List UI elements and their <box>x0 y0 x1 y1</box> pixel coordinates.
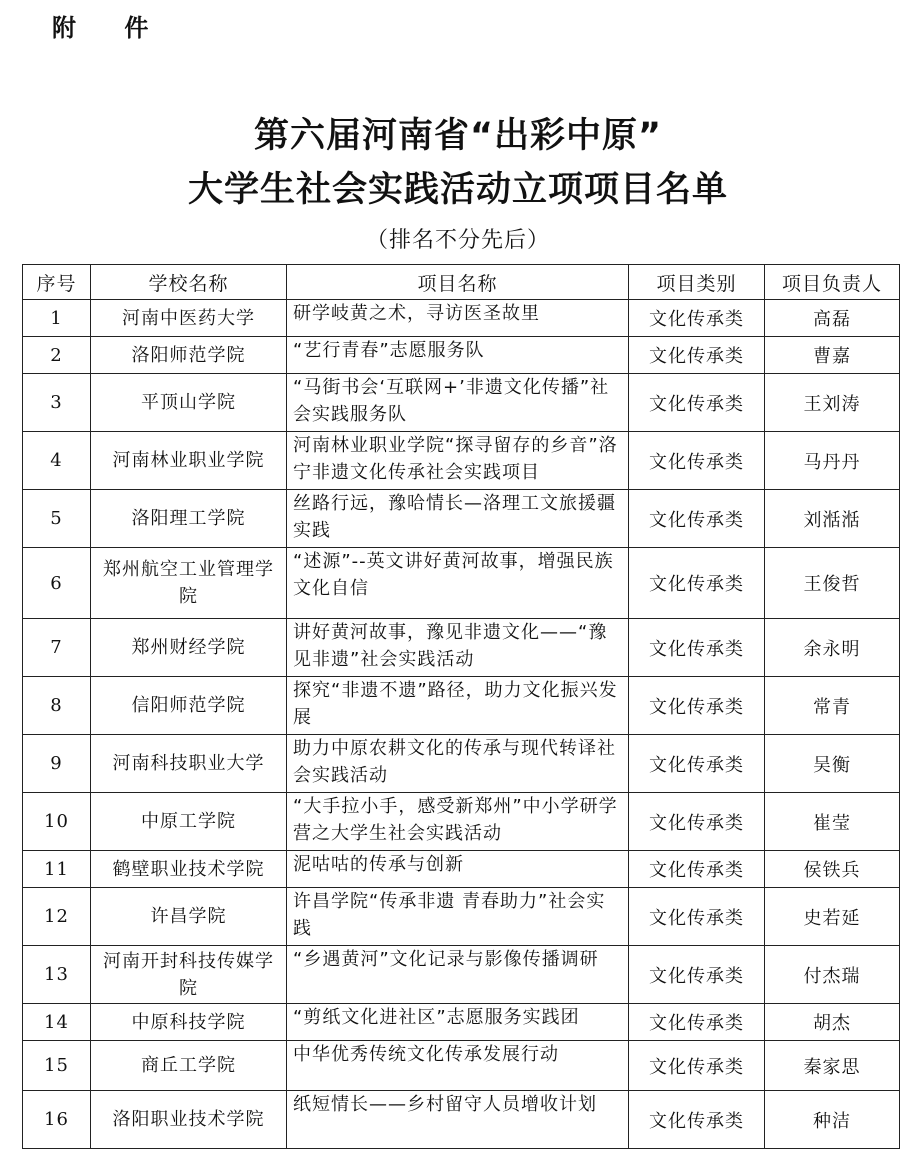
cell-category: 文化传承类 <box>629 677 765 735</box>
cell-no: 12 <box>23 888 91 946</box>
cell-school: 鹤壁职业技术学院 <box>91 851 287 888</box>
cell-school: 中原工学院 <box>91 793 287 851</box>
column-header-school: 学校名称 <box>91 265 287 300</box>
cell-category: 文化传承类 <box>629 1004 765 1041</box>
cell-leader: 余永明 <box>765 619 900 677</box>
cell-category: 文化传承类 <box>629 851 765 888</box>
cell-project: 助力中原农耕文化的传承与现代转译社会实践活动 <box>287 735 629 793</box>
cell-project: 探究“非遗不遗”路径，助力文化振兴发展 <box>287 677 629 735</box>
cell-project: “艺行青春”志愿服务队 <box>287 337 629 374</box>
table-row <box>23 1041 900 1091</box>
cell-no: 3 <box>23 374 91 432</box>
cell-school: 河南开封科技传媒学院 <box>91 946 287 1004</box>
cell-school: 河南林业职业学院 <box>91 432 287 490</box>
cell-category: 文化传承类 <box>629 300 765 337</box>
table-row <box>23 793 900 851</box>
cell-project: 泥咕咕的传承与创新 <box>287 851 629 888</box>
table-row <box>23 888 900 946</box>
cell-category: 文化传承类 <box>629 548 765 619</box>
cell-no: 9 <box>23 735 91 793</box>
cell-project: 河南林业职业学院“探寻留存的乡音”洛宁非遗文化传承社会实践项目 <box>287 432 629 490</box>
cell-leader: 胡杰 <box>765 1004 900 1041</box>
cell-no: 7 <box>23 619 91 677</box>
cell-project: “剪纸文化进社区”志愿服务实践团 <box>287 1004 629 1041</box>
cell-no: 1 <box>23 300 91 337</box>
cell-leader: 侯铁兵 <box>765 851 900 888</box>
project-list-table <box>22 264 900 1149</box>
cell-leader: 曹嘉 <box>765 337 900 374</box>
table-header-row <box>23 265 900 300</box>
document-title-line2: 大学生社会实践活动立项项目名单 <box>187 170 728 210</box>
cell-no: 14 <box>23 1004 91 1041</box>
cell-project: “马街书会‘互联网+’非遗文化传播”社会实践服务队 <box>287 374 629 432</box>
cell-project: 中华优秀传统文化传承发展行动 <box>287 1041 629 1091</box>
cell-project: “述源”--英文讲好黄河故事，增强民族文化自信 <box>287 548 629 619</box>
cell-school: 中原科技学院 <box>91 1004 287 1041</box>
cell-leader: 刘湉湉 <box>765 490 900 548</box>
cell-leader: 王俊哲 <box>765 548 900 619</box>
column-header-project: 项目名称 <box>287 265 629 300</box>
cell-category: 文化传承类 <box>629 490 765 548</box>
cell-school: 许昌学院 <box>91 888 287 946</box>
cell-category: 文化传承类 <box>629 735 765 793</box>
cell-leader: 秦家思 <box>765 1041 900 1091</box>
cell-school: 郑州航空工业管理学院 <box>91 548 287 619</box>
cell-leader: 崔莹 <box>765 793 900 851</box>
cell-school: 平顶山学院 <box>91 374 287 432</box>
column-header-no: 序号 <box>23 265 91 300</box>
table-row <box>23 337 900 374</box>
cell-project: 讲好黄河故事，豫见非遗文化——“豫见非遗”社会实践活动 <box>287 619 629 677</box>
table-row <box>23 548 900 619</box>
column-header-category: 项目类别 <box>629 265 765 300</box>
cell-project: “大手拉小手，感受新郑州”中小学研学营之大学生社会实践活动 <box>287 793 629 851</box>
cell-no: 15 <box>23 1041 91 1091</box>
cell-no: 10 <box>23 793 91 851</box>
cell-school: 河南中医药大学 <box>91 300 287 337</box>
cell-category: 文化传承类 <box>629 374 765 432</box>
cell-category: 文化传承类 <box>629 432 765 490</box>
cell-no: 16 <box>23 1091 91 1149</box>
cell-leader: 高磊 <box>765 300 900 337</box>
cell-leader: 史若延 <box>765 888 900 946</box>
table-row <box>23 300 900 337</box>
cell-leader: 常青 <box>765 677 900 735</box>
cell-project: 许昌学院“传承非遗 青春助力”社会实践 <box>287 888 629 946</box>
cell-project: 纸短情长——乡村留守人员增收计划 <box>287 1091 629 1149</box>
document-title-line1: 第六届河南省“出彩中原” <box>253 116 662 156</box>
cell-school: 信阳师范学院 <box>91 677 287 735</box>
cell-leader: 吴衡 <box>765 735 900 793</box>
cell-school: 洛阳师范学院 <box>91 337 287 374</box>
cell-school: 洛阳职业技术学院 <box>91 1091 287 1149</box>
cell-project: 丝路行远，豫哈情长—洛理工文旅援疆实践 <box>287 490 629 548</box>
cell-no: 2 <box>23 337 91 374</box>
cell-category: 文化传承类 <box>629 1041 765 1091</box>
table-row <box>23 677 900 735</box>
cell-leader: 王刘涛 <box>765 374 900 432</box>
cell-leader: 马丹丹 <box>765 432 900 490</box>
cell-no: 13 <box>23 946 91 1004</box>
cell-school: 河南科技职业大学 <box>91 735 287 793</box>
cell-no: 8 <box>23 677 91 735</box>
table-row <box>23 490 900 548</box>
table-row <box>23 946 900 1004</box>
table-row <box>23 1004 900 1041</box>
table-row <box>23 432 900 490</box>
table-row <box>23 374 900 432</box>
cell-no: 4 <box>23 432 91 490</box>
table-row <box>23 851 900 888</box>
cell-leader: 种洁 <box>765 1091 900 1149</box>
table-row <box>23 735 900 793</box>
cell-school: 郑州财经学院 <box>91 619 287 677</box>
cell-category: 文化传承类 <box>629 1091 765 1149</box>
cell-category: 文化传承类 <box>629 619 765 677</box>
cell-leader: 付杰瑞 <box>765 946 900 1004</box>
cell-no: 6 <box>23 548 91 619</box>
document-subtitle: （排名不分先后） <box>365 228 550 253</box>
cell-category: 文化传承类 <box>629 888 765 946</box>
cell-no: 5 <box>23 490 91 548</box>
cell-no: 11 <box>23 851 91 888</box>
cell-project: 研学岐黄之术，寻访医圣故里 <box>287 300 629 337</box>
column-header-leader: 项目负责人 <box>765 265 900 300</box>
cell-school: 洛阳理工学院 <box>91 490 287 548</box>
table-row <box>23 1091 900 1149</box>
cell-category: 文化传承类 <box>629 946 765 1004</box>
cell-school: 商丘工学院 <box>91 1041 287 1091</box>
cell-project: “乡遇黄河”文化记录与影像传播调研 <box>287 946 629 1004</box>
table-row <box>23 619 900 677</box>
attachment-label: 附 件 <box>52 14 169 42</box>
cell-category: 文化传承类 <box>629 337 765 374</box>
cell-category: 文化传承类 <box>629 793 765 851</box>
